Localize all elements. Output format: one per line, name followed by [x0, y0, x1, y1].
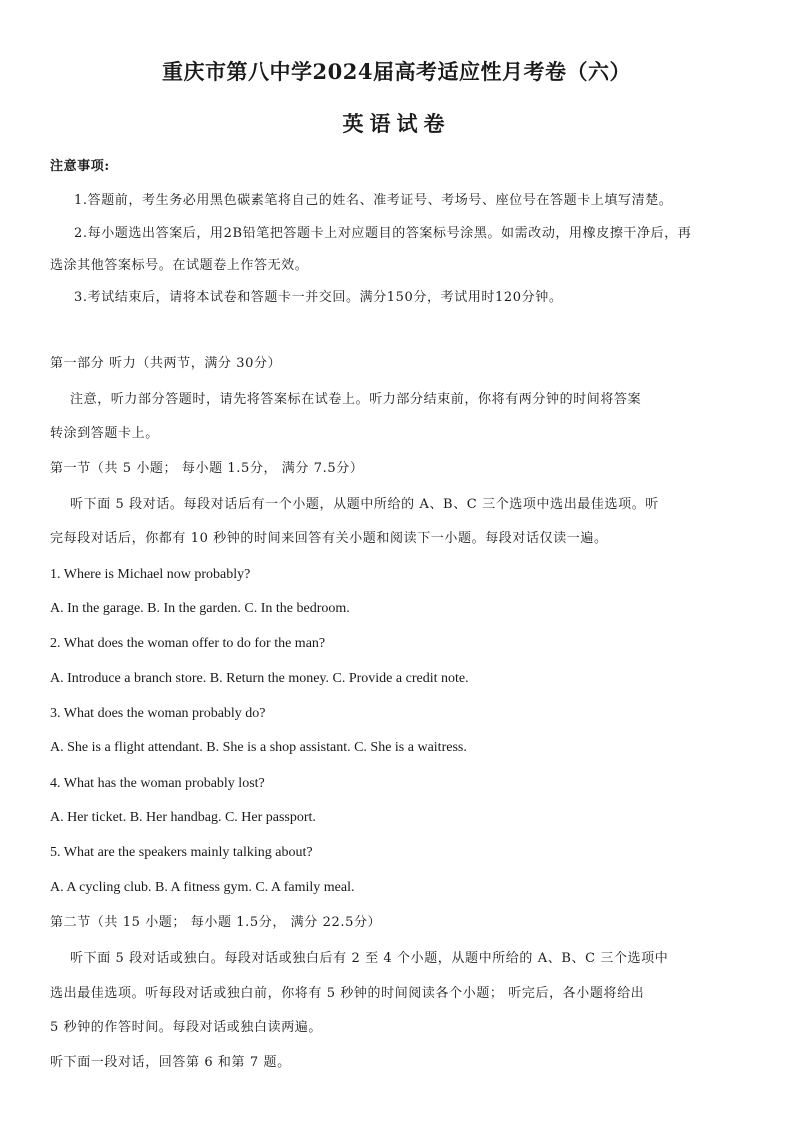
notice-item-1: 1.答题前，考生务必用黑色碳素笔将自己的姓名、准考证号、考场号、座位号在答题卡上填写清楚。 [74, 193, 673, 208]
section1-instructions-line-2: 完每段对话后，你都有 10 秒钟的时间来回答有关小题和阅读下一小题。每段对话仅读一遍。 [50, 531, 608, 546]
section2-instructions-line-2: 选出最佳选项。听每段对话或独白前，你将有 5 秒钟的时间阅读各个小题； 听完后，各小题将给出 [50, 986, 645, 1001]
exam-subtitle: 英语试卷 [342, 111, 451, 136]
question-1-options: A. In the garage. B. In the garden. C. In the bedroom. [50, 601, 350, 616]
notice-heading: 注意事项: [50, 159, 110, 174]
notice-item-2-line-1: 2.每小题选出答案后，用2B铅笔把答题卡上对应题目的答案标号涂黑。如需改动，用橡皮擦干净后，再 [74, 226, 692, 241]
part1-note-line-2: 转涂到答题卡上。 [50, 426, 159, 441]
question-5: 5. What are the speakers mainly talking about? [50, 845, 313, 860]
section1-heading: 第一节（共 5 小题； 每小题 1.5分， 满分 7.5分） [50, 461, 364, 476]
notice-item-3: 3.考试结束后，请将本试卷和答题卡一并交回。满分150分，考试用时120分钟。 [74, 290, 563, 305]
question-2-options: A. Introduce a branch store. B. Return the money. C. Provide a credit note. [50, 671, 469, 686]
part1-note-line-1: 注意，听力部分答题时，请先将答案标在试卷上。听力部分结束前，你将有两分钟的时间将答案 [70, 392, 642, 407]
section2-heading: 第二节（共 15 小题； 每小题 1.5分， 满分 22.5分） [50, 915, 382, 930]
section1-instructions-line-1: 听下面 5 段对话。每段对话后有一个小题，从题中所给的 A、B、C 三个选项中选出最佳选项。听 [70, 497, 659, 512]
question-2: 2. What does the woman offer to do for the man? [50, 636, 326, 651]
question-4: 4. What has the woman probably lost? [50, 776, 265, 791]
exam-title: 重庆市第八中学2024届高考适应性月考卷（六） [162, 59, 631, 84]
section2-next-dialogue: 听下面一段对话，回答第 6 和第 7 题。 [50, 1055, 291, 1070]
question-3: 3. What does the woman probably do? [50, 706, 266, 721]
question-5-options: A. A cycling club. B. A fitness gym. C. A family meal. [50, 880, 355, 895]
question-1: 1. Where is Michael now probably? [50, 567, 251, 582]
notice-item-2-line-2: 选涂其他答案标号。在试题卷上作答无效。 [50, 258, 309, 273]
question-3-options: A. She is a flight attendant. B. She is a shop assistant. C. She is a waitress. [50, 740, 467, 755]
section2-instructions-line-1: 听下面 5 段对话或独白。每段对话或独白后有 2 至 4 个小题，从题中所给的 A、B、C 三个选项中 [70, 951, 669, 966]
section2-instructions-line-3: 5 秒钟的作答时间。每段对话或独白读两遍。 [50, 1020, 323, 1035]
question-4-options: A. Her ticket. B. Her handbag. C. Her passport. [50, 810, 316, 825]
part1-heading: 第一部分 听力（共两节，满分 30分） [50, 356, 282, 371]
